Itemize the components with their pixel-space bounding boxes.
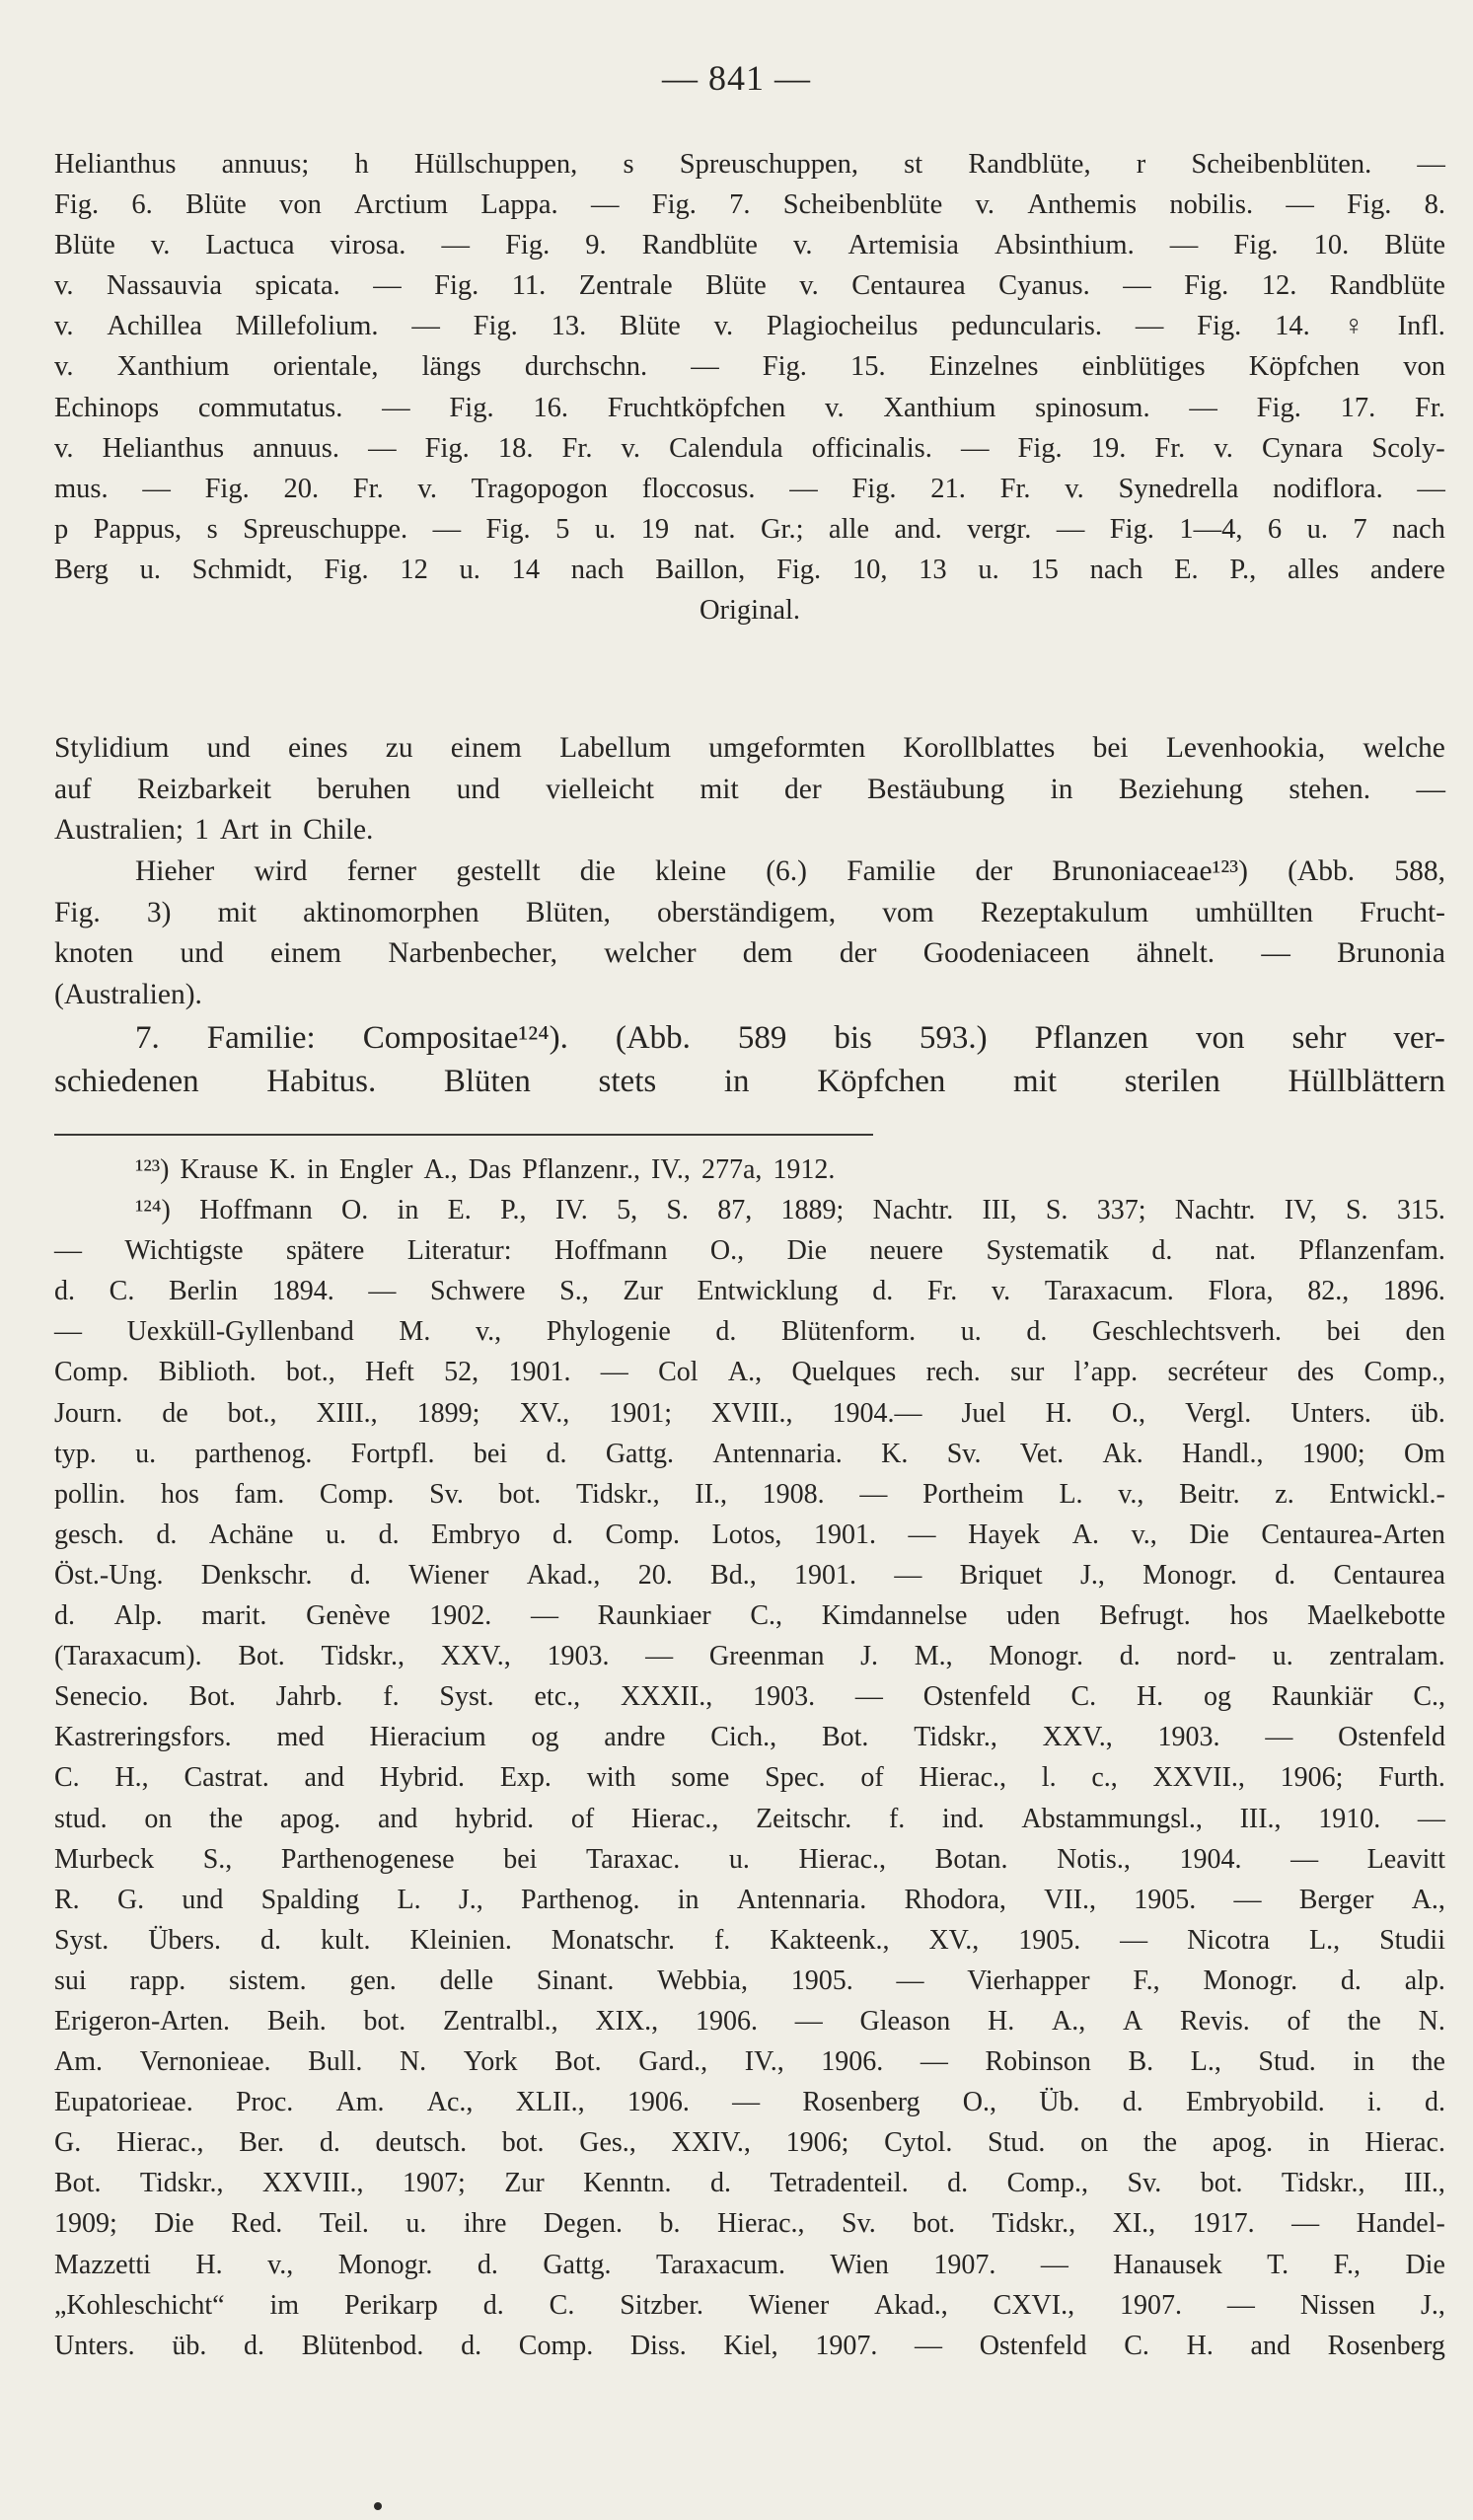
footnote-line: (Taraxacum). Bot. Tidskr., XXV., 1903. — Greenman J. M., Monogr. d. nord- u. zentralam.	[54, 1641, 1445, 1672]
footnote-line: d. C. Berlin 1894. — Schwere S., Zur Entwicklung d. Fr. v. Taraxacum. Flora, 82., 1896.	[54, 1276, 1445, 1307]
body-line: schiedenen Habitus. Blüten stets in Köpfchen mit sterilen Hüllblättern	[54, 1063, 1445, 1099]
footnote-line: d. Alp. marit. Genève 1902. — Raunkiaer C., Kimdannelse uden Befrugt. hos Maelkebotte	[54, 1600, 1445, 1632]
footnote-line: ¹²⁴) Hoffmann O. in E. P., IV. 5, S. 87, 1889; Nachtr. III, S. 337; Nachtr. IV, S. 315.	[135, 1195, 1445, 1226]
ink-speck	[374, 2502, 382, 2510]
body-line: Fig. 3) mit aktinomorphen Blüten, oberständigem, vom Rezeptakulum umhüllten Frucht-	[54, 896, 1445, 928]
body-line: (Australien).	[54, 979, 202, 1011]
caption-line: Original.	[699, 595, 801, 627]
footnote-line: typ. u. parthenog. Fortpfl. bei d. Gattg. Antennaria. K. Sv. Vet. Ak. Handl., 1900; Om	[54, 1438, 1445, 1469]
footnote-line: Öst.-Ung. Denkschr. d. Wiener Akad., 20. Bd., 1901. — Briquet J., Monogr. d. Centaurea	[54, 1559, 1445, 1591]
caption-line: v. Helianthus annuus. — Fig. 18. Fr. v. Calendula officinalis. — Fig. 19. Fr. v. Cynara Scoly-	[54, 432, 1445, 464]
body-line: Australien; 1 Art in Chile.	[54, 814, 374, 847]
footnote-line: C. H., Castrat. and Hybrid. Exp. with some Spec. of Hierac., l. c., XXVII., 1906; Furth.	[54, 1762, 1445, 1794]
footnote-line: Comp. Biblioth. bot., Heft 52, 1901. — Col A., Quelques rech. sur l’app. secréteur des Comp.,	[54, 1357, 1445, 1388]
footnote-line: Syst. Übers. d. kult. Kleinien. Monatschr. f. Kakteenk., XV., 1905. — Nicotra L., Studii	[54, 1924, 1445, 1956]
caption-line: Echinops commutatus. — Fig. 16. Fruchtköpfchen v. Xanthium spinosum. — Fig. 17. Fr.	[54, 392, 1445, 423]
body-line: Hieher wird ferner gestellt die kleine (6.) Familie der Brunoniaceae¹²³) (Abb. 588,	[135, 855, 1445, 888]
footnote-line: gesch. d. Achäne u. d. Embryo d. Comp. Lotos, 1901. — Hayek A. v., Die Centaurea-Arten	[54, 1519, 1445, 1550]
footnote-divider	[54, 1134, 873, 1136]
footnote-line: sui rapp. sistem. gen. delle Sinant. Webbia, 1905. — Vierhapper F., Monogr. d. alp.	[54, 1964, 1445, 1996]
caption-line: Blüte v. Lactuca virosa. — Fig. 9. Randblüte v. Artemisia Absinthium. — Fig. 10. Blüte	[54, 230, 1445, 261]
footnote-line: Bot. Tidskr., XXVIII., 1907; Zur Kenntn. d. Tetradenteil. d. Comp., Sv. bot. Tidskr., III.,	[54, 2168, 1445, 2199]
section-divider	[314, 679, 1133, 681]
caption-line: Fig. 6. Blüte von Arctium Lappa. — Fig. 7. Scheibenblüte v. Anthemis nobilis. — Fig. 8.	[54, 189, 1445, 221]
footnotes	[54, 1149, 1445, 2366]
footnote-line: 1909; Die Red. Teil. u. ihre Degen. b. Hierac., Sv. bot. Tidskr., XI., 1917. — Handel-	[54, 2208, 1445, 2240]
body-text	[54, 728, 1445, 1103]
caption-line: Berg u. Schmidt, Fig. 12 u. 14 nach Baillon, Fig. 10, 13 u. 15 nach E. P., alles andere	[54, 554, 1445, 585]
figure-caption	[54, 144, 1445, 630]
footnote-line: Am. Vernonieae. Bull. N. York Bot. Gard., IV., 1906. — Robinson B. L., Stud. in the	[54, 2046, 1445, 2078]
body-line: knoten und einem Narbenbecher, welcher dem der Goodeniaceen ähnelt. — Brunonia	[54, 937, 1445, 970]
footnote-line: Unters. üb. d. Blütenbod. d. Comp. Diss. Kiel, 1907. — Ostenfeld C. H. and Rosenberg	[54, 2330, 1445, 2361]
footnote-line: — Wichtigste spätere Literatur: Hoffmann O., Die neuere Systematik d. nat. Pflanzenfam.	[54, 1235, 1445, 1267]
footnote-line: ¹²³) Krause K. in Engler A., Das Pflanzenr., IV., 277a, 1912.	[135, 1154, 836, 1185]
footnote-line: Kastreringsfors. med Hieracium og andre Cich., Bot. Tidskr., XXV., 1903. — Ostenfeld	[54, 1722, 1445, 1753]
caption-line: v. Nassauvia spicata. — Fig. 11. Zentrale Blüte v. Centaurea Cyanus. — Fig. 12. Randblüte	[54, 270, 1445, 302]
caption-line: p Pappus, s Spreuschuppe. — Fig. 5 u. 19 nat. Gr.; alle and. vergr. — Fig. 1—4, 6 u. 7 nach	[54, 513, 1445, 545]
footnote-line: Senecio. Bot. Jahrb. f. Syst. etc., XXXII., 1903. — Ostenfeld C. H. og Raunkiär C.,	[54, 1681, 1445, 1713]
footnote-line: „Kohleschicht“ im Perikarp d. C. Sitzber. Wiener Akad., CXVI., 1907. — Nissen J.,	[54, 2289, 1445, 2321]
footnote-line: pollin. hos fam. Comp. Sv. bot. Tidskr., II., 1908. — Portheim L. v., Beitr. z. Entwickl.-	[54, 1478, 1445, 1510]
footnote-line: Eupatorieae. Proc. Am. Ac., XLII., 1906. — Rosenberg O., Üb. d. Embryobild. i. d.	[54, 2087, 1445, 2118]
footnote-line: Murbeck S., Parthenogenese bei Taraxac. u. Hierac., Botan. Notis., 1904. — Leavitt	[54, 1843, 1445, 1875]
caption-line: mus. — Fig. 20. Fr. v. Tragopogon floccosus. — Fig. 21. Fr. v. Synedrella nodiflora. —	[54, 473, 1445, 504]
footnote-line: G. Hierac., Ber. d. deutsch. bot. Ges., XXIV., 1906; Cytol. Stud. on the apog. in Hierac.	[54, 2127, 1445, 2159]
caption-line: Helianthus annuus; h Hüllschuppen, s Spreuschuppen, st Randblüte, r Scheibenblüten. —	[54, 149, 1445, 180]
caption-line: v. Achillea Millefolium. — Fig. 13. Blüte v. Plagiocheilus peduncularis. — Fig. 14. ♀ Infl.	[54, 311, 1445, 342]
body-line: auf Reizbarkeit beruhen und vielleicht mit der Bestäubung in Beziehung stehen. —	[54, 773, 1445, 805]
family-heading-line: 7. Familie: Compositae¹²⁴). (Abb. 589 bis 593.) Pflanzen von sehr ver-	[135, 1019, 1445, 1056]
page-number: — 841 —	[662, 58, 811, 98]
caption-line: v. Xanthium orientale, längs durchschn. — Fig. 15. Einzelnes einblütiges Köpfchen von	[54, 351, 1445, 383]
body-line: Stylidium und eines zu einem Labellum umgeformten Korollblattes bei Levenhookia, welche	[54, 732, 1445, 764]
footnote-line: Journ. de bot., XIII., 1899; XV., 1901; XVIII., 1904.— Juel H. O., Vergl. Unters. üb.	[54, 1397, 1445, 1429]
footnote-line: R. G. und Spalding L. J., Parthenog. in Antennaria. Rhodora, VII., 1905. — Berger A.,	[54, 1884, 1445, 1915]
footnote-line: stud. on the apog. and hybrid. of Hierac., Zeitschr. f. ind. Abstammungsl., III., 1910. —	[54, 1803, 1445, 1834]
footnote-line: — Uexküll-Gyllenband M. v., Phylogenie d. Blütenform. u. d. Geschlechtsverh. bei den	[54, 1316, 1445, 1348]
footnote-line: Mazzetti H. v., Monogr. d. Gattg. Taraxacum. Wien 1907. — Hanausek T. F., Die	[54, 2249, 1445, 2280]
footnote-line: Erigeron-Arten. Beih. bot. Zentralbl., XIX., 1906. — Gleason H. A., A Revis. of the N.	[54, 2005, 1445, 2037]
